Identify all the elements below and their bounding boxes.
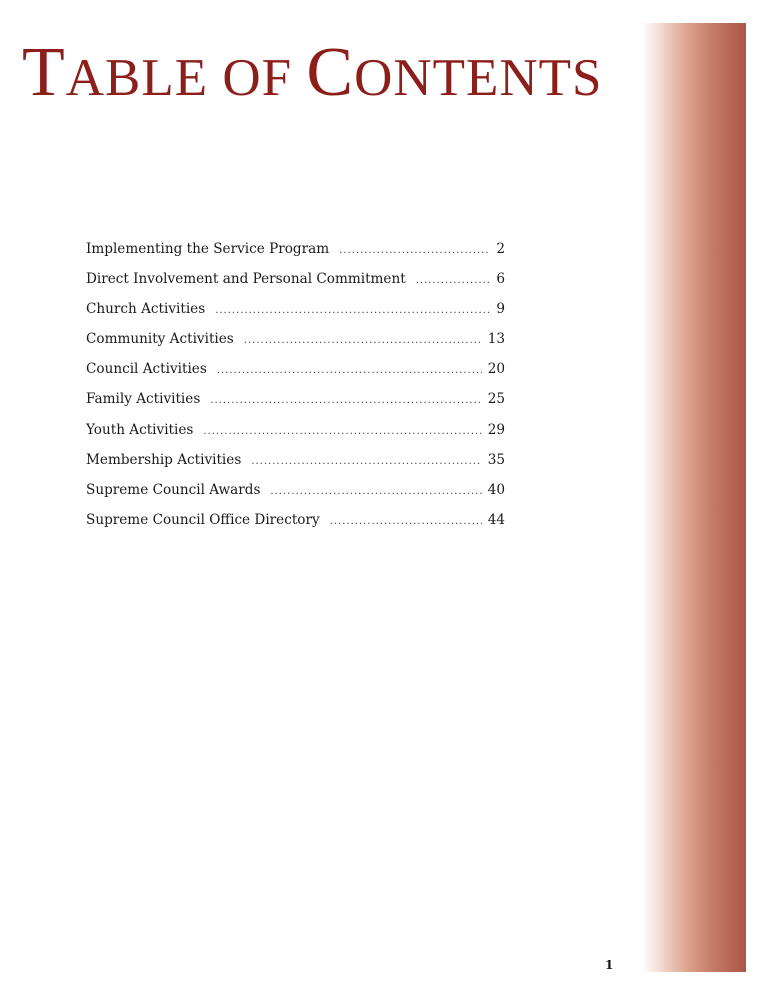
- toc-entry[interactable]: [86, 326, 505, 356]
- toc-entry-page: 9: [496, 301, 505, 318]
- toc-dot-leader: [210, 388, 481, 414]
- toc-entry-title: Direct Involvement and Personal Commitment: [86, 271, 406, 288]
- page-title: [22, 34, 603, 111]
- toc-dot-leader: [217, 358, 482, 384]
- toc-entry-title: Youth Activities: [86, 421, 194, 438]
- toc-entry-page: 13: [487, 331, 505, 348]
- toc-entry-page: 6: [496, 271, 505, 288]
- title-initial-t: T: [22, 34, 66, 111]
- toc-entry-title: Membership Activities: [86, 451, 242, 468]
- toc-entry-page: 20: [487, 361, 505, 378]
- toc-dot-leader: [330, 509, 482, 535]
- toc-entry[interactable]: [86, 266, 505, 296]
- toc-entry-title: Implementing the Service Program: [86, 241, 330, 257]
- toc-entry-title: Family Activities: [86, 391, 201, 408]
- title-part-able-of: ABLE OF: [65, 49, 307, 107]
- toc-entry[interactable]: [86, 296, 505, 326]
- toc-entry[interactable]: [86, 236, 505, 266]
- toc-dot-leader: [270, 479, 481, 505]
- toc-entry-title: Community Activities: [86, 331, 234, 348]
- toc-dot-leader: [215, 298, 490, 324]
- toc-entry[interactable]: [86, 417, 505, 447]
- toc-entry[interactable]: [86, 356, 505, 386]
- title-part-ontents: ONTENTS: [354, 49, 603, 107]
- title-initial-c: C: [306, 34, 355, 111]
- toc-entry-title: Supreme Council Office Directory: [86, 511, 320, 528]
- toc-entry-page: 2: [496, 241, 505, 257]
- toc-dot-leader: [339, 238, 490, 264]
- toc-entry-title: Council Activities: [86, 361, 207, 378]
- table-of-contents-list: [86, 236, 505, 537]
- toc-dot-leader: [203, 419, 481, 445]
- decorative-side-band: [642, 23, 746, 972]
- toc-entry-title: Church Activities: [86, 301, 206, 318]
- toc-entry-page: 35: [487, 451, 505, 468]
- toc-entry-page: 25: [487, 391, 505, 408]
- toc-entry-page: 40: [487, 481, 505, 498]
- toc-dot-leader: [416, 268, 491, 294]
- toc-dot-leader: [244, 328, 482, 354]
- toc-entry[interactable]: [86, 507, 505, 537]
- page-number: 1: [605, 958, 614, 972]
- toc-entry-page: 44: [487, 511, 505, 528]
- toc-entry[interactable]: [86, 477, 505, 507]
- toc-entry-title: Supreme Council Awards: [86, 481, 261, 498]
- toc-entry[interactable]: [86, 447, 505, 477]
- toc-entry[interactable]: [86, 386, 505, 416]
- toc-dot-leader: [251, 449, 481, 475]
- toc-entry-page: 29: [487, 421, 505, 438]
